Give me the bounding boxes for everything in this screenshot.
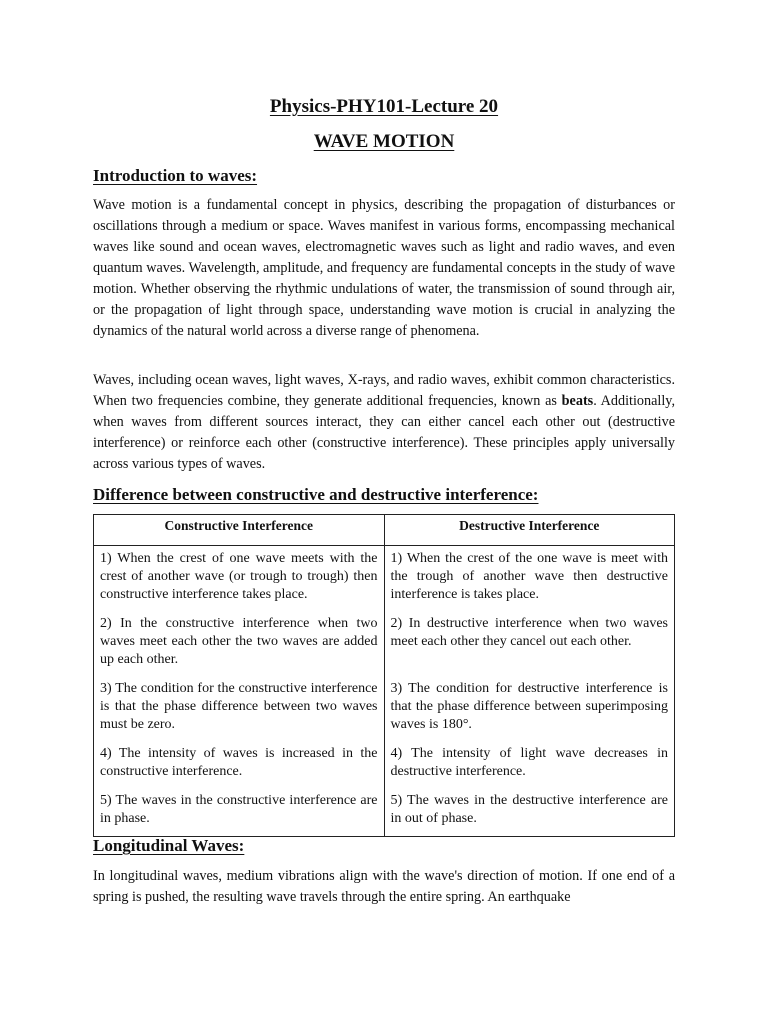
longitudinal-paragraph: In longitudinal waves, medium vibrations align with the wave's direction of motion. If one end of a spring is pushed, the resulting wave travels through the entire spring. An earthquake [93,868,675,905]
table-cell: 2) In destructive interference when two waves meet each other they cancel out each other. [384,611,675,676]
table-cell: 5) The waves in the destructive interference are in out of phase. [384,788,675,837]
intro-paragraph-1: Wave motion is a fundamental concept in physics, describing the propagation of disturbances or oscillations through a medium or space. Waves manifest in various forms, encompassing mechanical waves like sound and ocean waves, electromagnetic waves such as light and radio waves, and even quantum waves. Wavelength, amplitude, and frequency are fundamental concepts in the study of wave motion. Whether observing the rhythmic undulations of water, the transmission of sound through air, or the propagation of light through space, understanding wave motion is crucial in analyzing the dynamics of the natural world across a diverse range of phenomena. [93,197,675,339]
beats-term: beats [561,393,594,409]
destructive-column-header: Destructive Interference [384,515,675,546]
intro-heading: Introduction to waves: [93,166,258,185]
table-row [94,676,675,741]
interference-comparison-table [93,514,675,837]
table-row [94,611,675,676]
intro-paragraph-2-start: Waves, including ocean waves, light waves, X-rays, and radio waves, exhibit common characteristics. When two frequencies combine, they generate additional frequencies, known as [93,372,675,409]
intro-paragraph-2-end: . Additionally, when waves from different sources interact, they can either cancel each other out (destructive interference) or reinforce each other (constructive interference). These principles apply universally across various types of waves. [93,393,676,472]
table-cell: 5) The waves in the constructive interference are in phase. [94,788,385,837]
table-header-row [94,515,675,546]
table-row [94,741,675,788]
table-cell: 3) The condition for destructive interference is that the phase difference between superimposing waves is 180°. [384,676,675,741]
difference-heading: Difference between constructive and destructive interference: [93,485,539,504]
table-cell: 1) When the crest of one wave meets with the crest of another wave (or trough to trough) then constructive interference takes place. [94,546,385,612]
lecture-title: Physics-PHY101-Lecture 20 [269,96,499,117]
table-row [94,546,675,612]
intro-paragraph-2 [93,370,675,475]
topic-title: WAVE MOTION [313,131,455,152]
constructive-column-header: Constructive Interference [94,515,385,546]
table-cell: 3) The condition for the constructive interference is that the phase difference between two waves must be zero. [94,676,385,741]
table-row [94,788,675,837]
table-cell: 4) The intensity of waves is increased in the constructive interference. [94,741,385,788]
table-cell: 4) The intensity of light wave decreases in destructive interference. [384,741,675,788]
table-cell: 1) When the crest of the one wave is meet with the trough of another wave then destructive interference is takes place. [384,546,675,612]
table-cell: 2) In the constructive interference when two waves meet each other the two waves are added up each other. [94,611,385,676]
longitudinal-heading: Longitudinal Waves: [93,836,245,855]
